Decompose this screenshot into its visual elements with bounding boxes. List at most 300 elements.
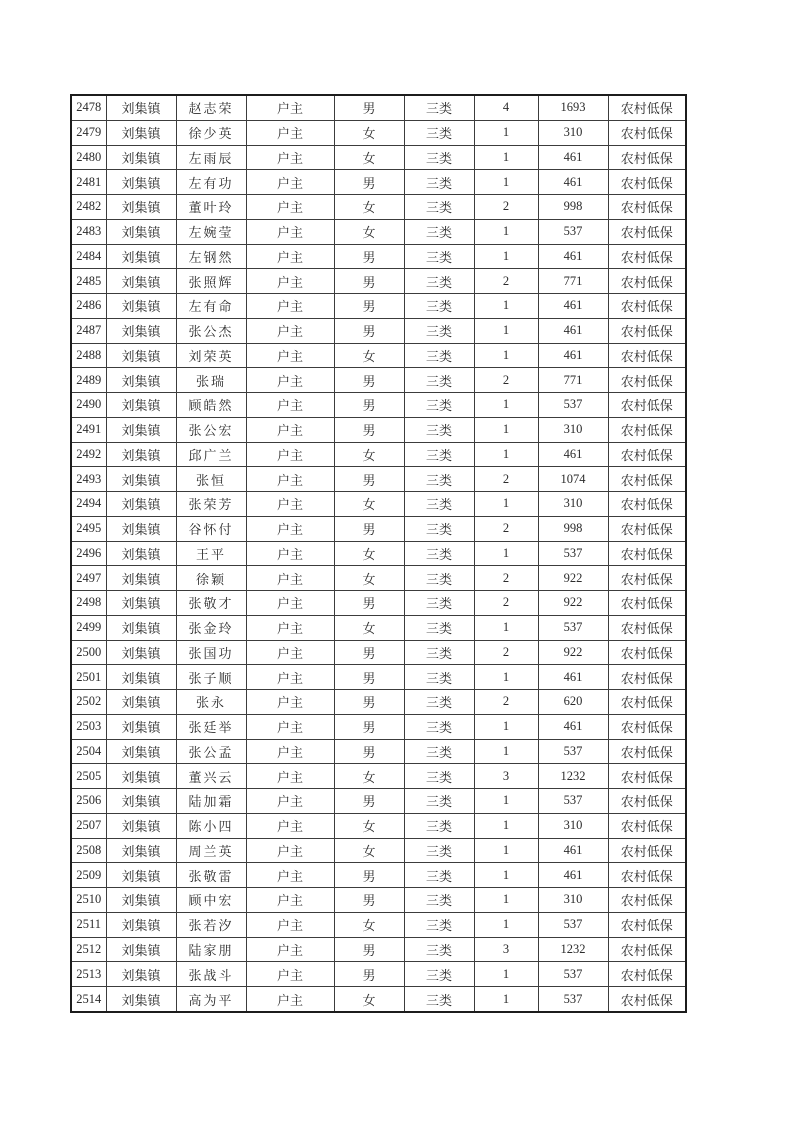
cell-town: 刘集镇 (106, 813, 176, 838)
cell-gender: 女 (334, 492, 404, 517)
cell-gender: 男 (334, 417, 404, 442)
cell-count: 1 (474, 170, 538, 195)
cell-amount: 537 (538, 393, 608, 418)
table-row (71, 95, 686, 120)
cell-welfare-type: 农村低保 (608, 962, 686, 987)
cell-count: 1 (474, 393, 538, 418)
cell-welfare-type: 农村低保 (608, 566, 686, 591)
cell-name: 邱广兰 (176, 442, 246, 467)
cell-count: 2 (474, 566, 538, 591)
cell-name: 徐颖 (176, 566, 246, 591)
cell-amount: 310 (538, 120, 608, 145)
cell-name: 左雨辰 (176, 145, 246, 170)
cell-relation: 户主 (246, 838, 334, 863)
cell-town: 刘集镇 (106, 541, 176, 566)
cell-serial: 2498 (71, 591, 106, 616)
cell-gender: 女 (334, 912, 404, 937)
cell-category: 三类 (404, 393, 474, 418)
cell-gender: 男 (334, 95, 404, 120)
cell-serial: 2514 (71, 987, 106, 1012)
cell-town: 刘集镇 (106, 764, 176, 789)
cell-welfare-type: 农村低保 (608, 863, 686, 888)
table-row (71, 813, 686, 838)
cell-count: 1 (474, 343, 538, 368)
cell-category: 三类 (404, 640, 474, 665)
cell-serial: 2499 (71, 615, 106, 640)
cell-relation: 户主 (246, 442, 334, 467)
cell-count: 2 (474, 516, 538, 541)
cell-welfare-type: 农村低保 (608, 764, 686, 789)
cell-town: 刘集镇 (106, 591, 176, 616)
cell-name: 董兴云 (176, 764, 246, 789)
cell-serial: 2492 (71, 442, 106, 467)
cell-relation: 户主 (246, 665, 334, 690)
cell-relation: 户主 (246, 145, 334, 170)
cell-count: 1 (474, 219, 538, 244)
cell-name: 张子顺 (176, 665, 246, 690)
table-row (71, 195, 686, 220)
cell-relation: 户主 (246, 269, 334, 294)
table-row (71, 120, 686, 145)
cell-name: 刘荣英 (176, 343, 246, 368)
table-row (71, 987, 686, 1012)
cell-count: 2 (474, 640, 538, 665)
cell-gender: 女 (334, 566, 404, 591)
table-row (71, 937, 686, 962)
cell-serial: 2483 (71, 219, 106, 244)
cell-serial: 2502 (71, 690, 106, 715)
cell-category: 三类 (404, 492, 474, 517)
cell-amount: 310 (538, 492, 608, 517)
cell-serial: 2482 (71, 195, 106, 220)
cell-relation: 户主 (246, 863, 334, 888)
cell-welfare-type: 农村低保 (608, 912, 686, 937)
cell-welfare-type: 农村低保 (608, 294, 686, 319)
cell-town: 刘集镇 (106, 937, 176, 962)
cell-serial: 2496 (71, 541, 106, 566)
cell-serial: 2484 (71, 244, 106, 269)
cell-welfare-type: 农村低保 (608, 417, 686, 442)
cell-amount: 998 (538, 516, 608, 541)
cell-welfare-type: 农村低保 (608, 95, 686, 120)
cell-amount: 537 (538, 789, 608, 814)
cell-amount: 537 (538, 987, 608, 1012)
cell-gender: 男 (334, 393, 404, 418)
cell-count: 1 (474, 863, 538, 888)
cell-welfare-type: 农村低保 (608, 665, 686, 690)
cell-relation: 户主 (246, 912, 334, 937)
cell-amount: 461 (538, 665, 608, 690)
cell-town: 刘集镇 (106, 294, 176, 319)
cell-amount: 1232 (538, 937, 608, 962)
table-row (71, 591, 686, 616)
cell-category: 三类 (404, 813, 474, 838)
cell-category: 三类 (404, 566, 474, 591)
cell-category: 三类 (404, 145, 474, 170)
table-row (71, 912, 686, 937)
cell-welfare-type: 农村低保 (608, 145, 686, 170)
cell-relation: 户主 (246, 170, 334, 195)
cell-relation: 户主 (246, 368, 334, 393)
cell-welfare-type: 农村低保 (608, 467, 686, 492)
cell-name: 左钢然 (176, 244, 246, 269)
cell-count: 2 (474, 368, 538, 393)
cell-relation: 户主 (246, 764, 334, 789)
cell-name: 张永 (176, 690, 246, 715)
cell-count: 1 (474, 962, 538, 987)
cell-count: 2 (474, 467, 538, 492)
table-row (71, 467, 686, 492)
cell-relation: 户主 (246, 987, 334, 1012)
cell-gender: 女 (334, 442, 404, 467)
cell-category: 三类 (404, 863, 474, 888)
cell-amount: 1693 (538, 95, 608, 120)
cell-count: 1 (474, 294, 538, 319)
table-row (71, 714, 686, 739)
cell-count: 1 (474, 813, 538, 838)
cell-name: 陆家朋 (176, 937, 246, 962)
cell-relation: 户主 (246, 541, 334, 566)
cell-count: 2 (474, 690, 538, 715)
cell-serial: 2504 (71, 739, 106, 764)
cell-welfare-type: 农村低保 (608, 591, 686, 616)
cell-welfare-type: 农村低保 (608, 888, 686, 913)
cell-category: 三类 (404, 417, 474, 442)
table-row (71, 566, 686, 591)
cell-serial: 2487 (71, 318, 106, 343)
cell-welfare-type: 农村低保 (608, 615, 686, 640)
cell-gender: 男 (334, 863, 404, 888)
cell-gender: 女 (334, 120, 404, 145)
cell-serial: 2485 (71, 269, 106, 294)
cell-town: 刘集镇 (106, 516, 176, 541)
cell-town: 刘集镇 (106, 863, 176, 888)
cell-amount: 461 (538, 838, 608, 863)
cell-count: 1 (474, 541, 538, 566)
cell-serial: 2509 (71, 863, 106, 888)
cell-amount: 461 (538, 863, 608, 888)
cell-town: 刘集镇 (106, 343, 176, 368)
cell-relation: 户主 (246, 566, 334, 591)
cell-count: 2 (474, 195, 538, 220)
cell-town: 刘集镇 (106, 145, 176, 170)
cell-amount: 310 (538, 417, 608, 442)
cell-gender: 女 (334, 615, 404, 640)
cell-town: 刘集镇 (106, 987, 176, 1012)
cell-amount: 922 (538, 591, 608, 616)
cell-gender: 男 (334, 888, 404, 913)
cell-relation: 户主 (246, 888, 334, 913)
cell-amount: 537 (538, 615, 608, 640)
table-row (71, 615, 686, 640)
cell-category: 三类 (404, 170, 474, 195)
cell-category: 三类 (404, 195, 474, 220)
cell-welfare-type: 农村低保 (608, 442, 686, 467)
table-row (71, 294, 686, 319)
table-body (71, 95, 686, 1012)
cell-name: 陆加霜 (176, 789, 246, 814)
table-row (71, 541, 686, 566)
cell-category: 三类 (404, 244, 474, 269)
table-row (71, 170, 686, 195)
cell-town: 刘集镇 (106, 417, 176, 442)
cell-relation: 户主 (246, 393, 334, 418)
cell-relation: 户主 (246, 219, 334, 244)
table-row (71, 888, 686, 913)
cell-town: 刘集镇 (106, 467, 176, 492)
table-row (71, 318, 686, 343)
cell-gender: 女 (334, 541, 404, 566)
table-row (71, 492, 686, 517)
cell-serial: 2480 (71, 145, 106, 170)
cell-welfare-type: 农村低保 (608, 714, 686, 739)
cell-welfare-type: 农村低保 (608, 368, 686, 393)
cell-count: 1 (474, 888, 538, 913)
cell-name: 王平 (176, 541, 246, 566)
table-row (71, 516, 686, 541)
cell-town: 刘集镇 (106, 244, 176, 269)
cell-amount: 620 (538, 690, 608, 715)
cell-gender: 男 (334, 318, 404, 343)
cell-welfare-type: 农村低保 (608, 120, 686, 145)
cell-name: 高为平 (176, 987, 246, 1012)
cell-serial: 2503 (71, 714, 106, 739)
cell-welfare-type: 农村低保 (608, 516, 686, 541)
cell-count: 1 (474, 838, 538, 863)
cell-gender: 女 (334, 813, 404, 838)
cell-serial: 2489 (71, 368, 106, 393)
cell-name: 张公杰 (176, 318, 246, 343)
cell-welfare-type: 农村低保 (608, 393, 686, 418)
cell-serial: 2506 (71, 789, 106, 814)
table-row (71, 640, 686, 665)
cell-gender: 男 (334, 591, 404, 616)
cell-category: 三类 (404, 95, 474, 120)
cell-amount: 1074 (538, 467, 608, 492)
cell-serial: 2500 (71, 640, 106, 665)
cell-name: 张战斗 (176, 962, 246, 987)
cell-town: 刘集镇 (106, 492, 176, 517)
cell-name: 顾皓然 (176, 393, 246, 418)
cell-gender: 女 (334, 145, 404, 170)
cell-count: 1 (474, 912, 538, 937)
cell-name: 左有功 (176, 170, 246, 195)
cell-town: 刘集镇 (106, 393, 176, 418)
cell-gender: 男 (334, 789, 404, 814)
cell-serial: 2512 (71, 937, 106, 962)
cell-gender: 女 (334, 219, 404, 244)
cell-amount: 461 (538, 170, 608, 195)
cell-gender: 男 (334, 739, 404, 764)
cell-category: 三类 (404, 541, 474, 566)
cell-amount: 461 (538, 145, 608, 170)
table-row (71, 343, 686, 368)
cell-relation: 户主 (246, 417, 334, 442)
cell-name: 左有命 (176, 294, 246, 319)
table-row (71, 393, 686, 418)
cell-relation: 户主 (246, 318, 334, 343)
cell-name: 谷怀付 (176, 516, 246, 541)
cell-name: 徐少英 (176, 120, 246, 145)
cell-count: 1 (474, 417, 538, 442)
cell-amount: 461 (538, 714, 608, 739)
cell-gender: 女 (334, 838, 404, 863)
cell-category: 三类 (404, 739, 474, 764)
cell-town: 刘集镇 (106, 269, 176, 294)
cell-gender: 男 (334, 368, 404, 393)
cell-relation: 户主 (246, 937, 334, 962)
cell-town: 刘集镇 (106, 95, 176, 120)
cell-category: 三类 (404, 516, 474, 541)
table-row (71, 244, 686, 269)
cell-town: 刘集镇 (106, 219, 176, 244)
cell-amount: 771 (538, 269, 608, 294)
cell-count: 1 (474, 492, 538, 517)
cell-town: 刘集镇 (106, 789, 176, 814)
cell-name: 张瑞 (176, 368, 246, 393)
cell-welfare-type: 农村低保 (608, 987, 686, 1012)
cell-welfare-type: 农村低保 (608, 813, 686, 838)
cell-serial: 2511 (71, 912, 106, 937)
cell-category: 三类 (404, 987, 474, 1012)
cell-gender: 女 (334, 195, 404, 220)
cell-count: 2 (474, 269, 538, 294)
cell-welfare-type: 农村低保 (608, 492, 686, 517)
cell-category: 三类 (404, 343, 474, 368)
cell-count: 1 (474, 739, 538, 764)
cell-category: 三类 (404, 467, 474, 492)
cell-town: 刘集镇 (106, 714, 176, 739)
cell-welfare-type: 农村低保 (608, 838, 686, 863)
cell-town: 刘集镇 (106, 962, 176, 987)
table-row (71, 789, 686, 814)
cell-serial: 2513 (71, 962, 106, 987)
cell-amount: 537 (538, 541, 608, 566)
cell-count: 1 (474, 318, 538, 343)
cell-serial: 2501 (71, 665, 106, 690)
cell-serial: 2491 (71, 417, 106, 442)
table-row (71, 764, 686, 789)
cell-town: 刘集镇 (106, 838, 176, 863)
cell-category: 三类 (404, 838, 474, 863)
cell-serial: 2490 (71, 393, 106, 418)
cell-name: 张敬雷 (176, 863, 246, 888)
table-row (71, 690, 686, 715)
cell-relation: 户主 (246, 95, 334, 120)
cell-serial: 2505 (71, 764, 106, 789)
cell-category: 三类 (404, 591, 474, 616)
cell-welfare-type: 农村低保 (608, 789, 686, 814)
cell-town: 刘集镇 (106, 888, 176, 913)
cell-name: 张国功 (176, 640, 246, 665)
cell-welfare-type: 农村低保 (608, 269, 686, 294)
cell-serial: 2494 (71, 492, 106, 517)
cell-category: 三类 (404, 615, 474, 640)
cell-name: 顾中宏 (176, 888, 246, 913)
cell-amount: 537 (538, 912, 608, 937)
cell-gender: 女 (334, 987, 404, 1012)
cell-category: 三类 (404, 962, 474, 987)
cell-welfare-type: 农村低保 (608, 318, 686, 343)
cell-amount: 998 (538, 195, 608, 220)
cell-name: 董叶玲 (176, 195, 246, 220)
table-row (71, 739, 686, 764)
cell-welfare-type: 农村低保 (608, 219, 686, 244)
cell-gender: 男 (334, 516, 404, 541)
cell-amount: 537 (538, 219, 608, 244)
cell-town: 刘集镇 (106, 566, 176, 591)
cell-town: 刘集镇 (106, 318, 176, 343)
cell-gender: 男 (334, 294, 404, 319)
cell-welfare-type: 农村低保 (608, 640, 686, 665)
cell-gender: 男 (334, 690, 404, 715)
cell-relation: 户主 (246, 813, 334, 838)
table-row (71, 962, 686, 987)
cell-count: 1 (474, 714, 538, 739)
cell-gender: 男 (334, 937, 404, 962)
cell-welfare-type: 农村低保 (608, 937, 686, 962)
cell-relation: 户主 (246, 789, 334, 814)
cell-amount: 922 (538, 566, 608, 591)
cell-name: 陈小四 (176, 813, 246, 838)
cell-category: 三类 (404, 937, 474, 962)
cell-relation: 户主 (246, 120, 334, 145)
cell-name: 张公宏 (176, 417, 246, 442)
cell-town: 刘集镇 (106, 615, 176, 640)
cell-category: 三类 (404, 219, 474, 244)
cell-category: 三类 (404, 442, 474, 467)
cell-amount: 310 (538, 888, 608, 913)
welfare-recipients-table (70, 94, 687, 1013)
cell-gender: 男 (334, 665, 404, 690)
cell-serial: 2478 (71, 95, 106, 120)
cell-serial: 2507 (71, 813, 106, 838)
cell-amount: 461 (538, 318, 608, 343)
cell-relation: 户主 (246, 591, 334, 616)
cell-serial: 2508 (71, 838, 106, 863)
cell-count: 1 (474, 244, 538, 269)
cell-welfare-type: 农村低保 (608, 541, 686, 566)
cell-relation: 户主 (246, 640, 334, 665)
cell-serial: 2481 (71, 170, 106, 195)
cell-category: 三类 (404, 912, 474, 937)
cell-category: 三类 (404, 120, 474, 145)
cell-town: 刘集镇 (106, 368, 176, 393)
cell-amount: 1232 (538, 764, 608, 789)
cell-gender: 男 (334, 269, 404, 294)
cell-name: 左婉莹 (176, 219, 246, 244)
cell-category: 三类 (404, 789, 474, 814)
cell-name: 赵志荣 (176, 95, 246, 120)
cell-serial: 2495 (71, 516, 106, 541)
cell-relation: 户主 (246, 195, 334, 220)
cell-category: 三类 (404, 269, 474, 294)
cell-gender: 男 (334, 170, 404, 195)
cell-town: 刘集镇 (106, 665, 176, 690)
cell-name: 张照辉 (176, 269, 246, 294)
cell-amount: 461 (538, 442, 608, 467)
cell-category: 三类 (404, 318, 474, 343)
cell-gender: 男 (334, 467, 404, 492)
cell-count: 4 (474, 95, 538, 120)
cell-count: 1 (474, 120, 538, 145)
cell-town: 刘集镇 (106, 739, 176, 764)
cell-gender: 男 (334, 640, 404, 665)
cell-category: 三类 (404, 888, 474, 913)
table-row (71, 368, 686, 393)
cell-category: 三类 (404, 764, 474, 789)
cell-category: 三类 (404, 690, 474, 715)
